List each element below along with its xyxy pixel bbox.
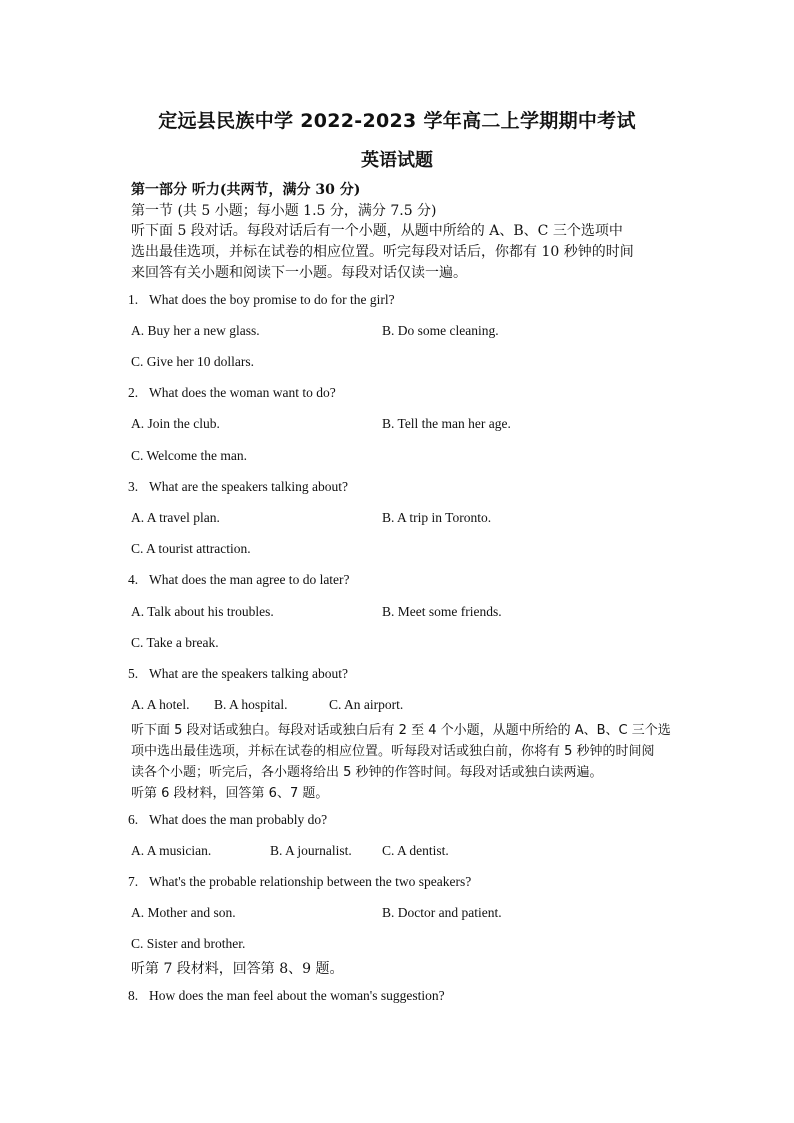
material-7-heading: 听第 7 段材料，回答第 8、9 题。: [131, 961, 344, 977]
question-text: What's the probable relationship between the two speakers?: [149, 874, 472, 889]
option-b: B. Do some cleaning.: [382, 323, 499, 338]
question-number: 2.: [128, 385, 139, 400]
page-subtitle: 英语试题: [361, 150, 433, 171]
question: [128, 988, 445, 1004]
question-text: What are the speakers talking about?: [149, 479, 349, 494]
question-number: 6.: [128, 812, 139, 827]
instructions2-line: 读各个小题；听完后，各小题将给出 5 秒钟的作答时间。每段对话或独白读两遍。: [131, 765, 603, 780]
question-number: 7.: [128, 874, 139, 889]
question-number: 4.: [128, 572, 139, 587]
option-c: C. Sister and brother.: [131, 936, 246, 951]
option-b: B. A journalist.: [270, 843, 352, 858]
question-text: What does the boy promise to do for the girl?: [149, 292, 395, 307]
question-number: 8.: [128, 988, 139, 1003]
question-text: What does the man agree to do later?: [149, 572, 350, 587]
option-b: B. Tell the man her age.: [382, 416, 511, 431]
question-number: 5.: [128, 666, 139, 681]
question: [128, 385, 336, 401]
option-b: B. A hospital.: [214, 697, 288, 712]
question: [128, 874, 471, 890]
instructions-line: 听下面 5 段对话。每段对话后有一个小题，从题中所给的 A、B、C 三个选项中: [131, 223, 623, 239]
question: [128, 812, 327, 828]
option-c: C. Take a break.: [131, 635, 219, 650]
instructions2-line: 项中选出最佳选项，并标在试卷的相应位置。听每段对话或独白前，你将有 5 秒钟的时间阅: [131, 744, 655, 759]
question: [128, 292, 395, 308]
option-a: A. Talk about his troubles.: [131, 604, 274, 619]
question-text: What does the man probably do?: [149, 812, 328, 827]
option-b: B. Doctor and patient.: [382, 905, 502, 920]
option-c: C. An airport.: [329, 697, 404, 712]
option-a: A. A travel plan.: [131, 510, 220, 525]
option-a: A. Mother and son.: [131, 905, 236, 920]
option-a: A. A musician.: [131, 843, 212, 858]
question-text: What are the speakers talking about?: [149, 666, 349, 681]
option-c: C. A dentist.: [382, 843, 449, 858]
instructions-line: 来回答有关小题和阅读下一小题。每段对话仅读一遍。: [131, 265, 467, 281]
question-number: 3.: [128, 479, 139, 494]
section1-heading: 第一节 (共 5 小题；每小题 1.5 分，满分 7.5 分): [131, 203, 437, 219]
option-c: C. A tourist attraction.: [131, 541, 251, 556]
question-text: What does the woman want to do?: [149, 385, 336, 400]
option-c: C. Give her 10 dollars.: [131, 354, 254, 369]
part1-heading: 第一部分 听力(共两节，满分 30 分): [131, 182, 361, 198]
question-number: 1.: [128, 292, 139, 307]
material-6-heading: 听第 6 段材料，回答第 6、7 题。: [131, 786, 329, 801]
option-b: B. Meet some friends.: [382, 604, 502, 619]
question-text: How does the man feel about the woman's suggestion?: [149, 988, 445, 1003]
option-a: A. Buy her a new glass.: [131, 323, 260, 338]
question: [128, 572, 350, 588]
question: [128, 479, 348, 495]
instructions2-line: 听下面 5 段对话或独白。每段对话或独白后有 2 至 4 个小题，从题中所给的 A、B、C 三个选: [131, 723, 671, 738]
option-c: C. Welcome the man.: [131, 448, 248, 463]
question: [128, 666, 348, 682]
option-a: A. A hotel.: [131, 697, 190, 712]
option-b: B. A trip in Toronto.: [382, 510, 492, 525]
instructions-line: 选出最佳选项，并标在试卷的相应位置。听完每段对话后，你都有 10 秒钟的时间: [131, 244, 634, 260]
option-a: A. Join the club.: [131, 416, 220, 431]
page-title: 定远县民族中学 2022-2023 学年高二上学期期中考试: [158, 110, 636, 132]
